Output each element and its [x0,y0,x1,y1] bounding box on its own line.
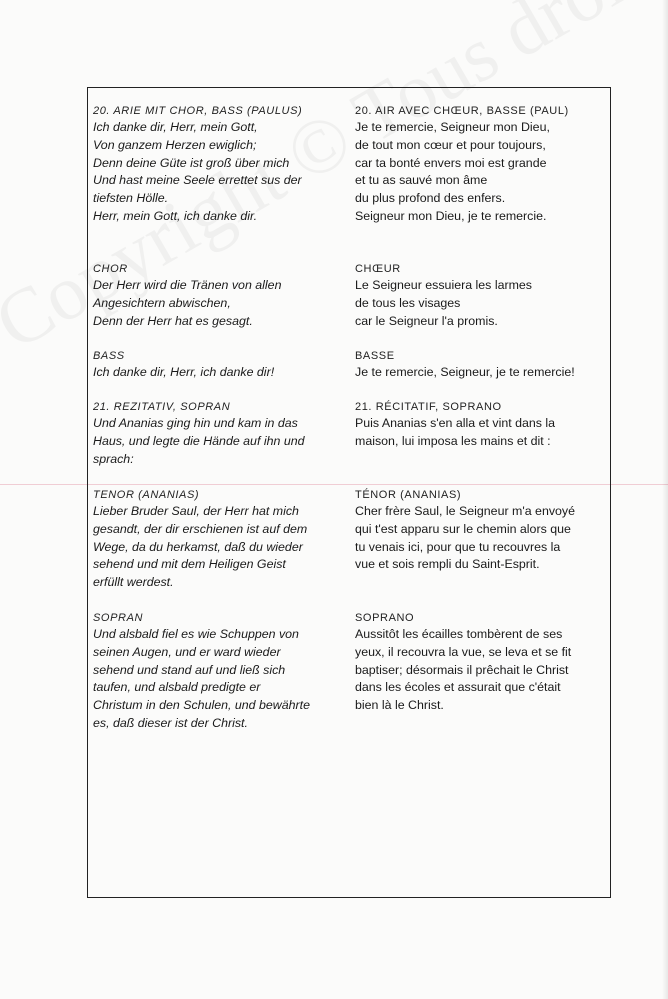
section-heading: CHOR [93,263,128,275]
section-heading: TENOR (ANANIAS) [93,489,200,501]
section-de-chor [93,261,343,330]
lyric-line: es, daß dieser ist der Christ. [93,715,248,730]
lyric-line: de tous les visages [355,295,461,310]
lyric-line: Ich danke dir, Herr, mein Gott, [93,120,258,134]
lyric-line: Und Ananias ging hin und kam in das [93,416,298,430]
lyric-line: Und hast meine Seele errettet sus der [93,173,302,188]
section-heading: SOPRANO [355,612,415,624]
lyric-line: sprach: [93,451,134,466]
lyric-line: baptiser; désormais il prêchait le Christ [355,662,569,677]
section-heading: BASSE [355,350,395,362]
section-de-21 [93,399,343,468]
section-fr-soprano [355,610,610,715]
lyric-line: taufen, und alsbald predigte er [93,680,261,695]
lyric-line: Und alsbald fiel es wie Schuppen von [93,627,299,641]
lyric-line: vue et sois rempli du Saint-Esprit. [355,557,540,572]
lyric-line: Denn deine Güte ist groß über mich [93,155,290,170]
lyric-line: tu venais ici, pour que tu recouvres la [355,539,561,554]
lyric-line: Je te remercie, Seigneur, je te remercie! [355,365,575,379]
lyric-line: Cher frère Saul, le Seigneur m'a envoyé [355,504,576,518]
lyric-line: tiefsten Hölle. [93,191,169,206]
lyric-line: de tout mon cœur et pour toujours, [355,137,546,152]
lyric-line: bien là le Christ. [355,698,444,713]
lyric-line: seinen Augen, und er ward wieder [93,644,281,659]
section-fr-tenor [355,487,610,574]
lyric-line: Aussitôt les écailles tombèrent de ses [355,627,563,641]
section-fr-20 [355,103,610,226]
lyric-line: Puis Ananias s'en alla et vint dans la [355,416,556,430]
lyric-line: Herr, mein Gott, ich danke dir. [93,208,258,223]
section-de-20 [93,103,343,226]
lyric-line: qui t'est apparu sur le chemin alors que [355,521,571,536]
lyric-line: Wege, da du herkamst, daß du wieder [93,539,303,554]
section-de-sopran [93,610,343,733]
section-heading: 21. RÉCITATIF, SOPRANO [355,401,502,413]
lyric-line: maison, lui imposa les mains et dit : [355,433,551,448]
section-fr-basse [355,348,610,382]
section-heading: 20. ARIE MIT CHOR, BASS (PAULUS) [93,105,303,117]
lyric-line: yeux, il recouvra la vue, se leva et se fit [355,644,572,659]
lyric-line: Le Seigneur essuiera les larmes [355,278,533,292]
section-de-tenor [93,487,343,592]
lyric-line: Ich danke dir, Herr, ich danke dir! [93,365,275,379]
lyric-line: du plus profond des enfers. [355,191,506,206]
lyric-line: Von ganzem Herzen ewiglich; [93,137,257,152]
lyric-line: sehend und mit dem Heiligen Geist [93,557,286,572]
section-de-bass [93,348,343,382]
lyric-line: car le Seigneur l'a promis. [355,313,498,328]
lyric-line: Denn der Herr hat es gesagt. [93,313,253,328]
section-heading: CHŒUR [355,263,401,275]
lyric-line: Der Herr wird die Tränen von allen [93,278,282,292]
section-heading: BASS [93,350,125,362]
lyric-line: Christum in den Schulen, und bewährte [93,698,310,713]
section-heading: 20. AIR AVEC CHŒUR, BASSE (PAUL) [355,105,569,117]
lyric-line: car ta bonté envers moi est grande [355,155,547,170]
lyric-line: Seigneur mon Dieu, je te remercie. [355,208,547,223]
page-edge-shadow [662,0,668,999]
section-fr-choeur [355,261,610,330]
lyric-line: dans les écoles et assurait que c'était [355,680,561,695]
section-heading: TÉNOR (ANANIAS) [355,489,462,501]
lyric-line: Angesichtern abwischen, [93,295,231,310]
lyric-line: Lieber Bruder Saul, der Herr hat mich [93,504,299,518]
section-heading: 21. REZITATIV, SOPRAN [93,401,231,413]
lyric-line: Haus, und legte die Hände auf ihn und [93,433,305,448]
lyric-line: Je te remercie, Seigneur mon Dieu, [355,120,550,134]
lyric-line: sehend und stand auf und ließ sich [93,662,286,677]
lyric-line: et tu as sauvé mon âme [355,173,488,188]
section-fr-21 [355,399,610,451]
lyric-line: erfüllt werdest. [93,575,174,590]
section-heading: SOPRAN [93,612,144,624]
lyric-line: gesandt, der dir erschienen ist auf dem [93,521,308,536]
